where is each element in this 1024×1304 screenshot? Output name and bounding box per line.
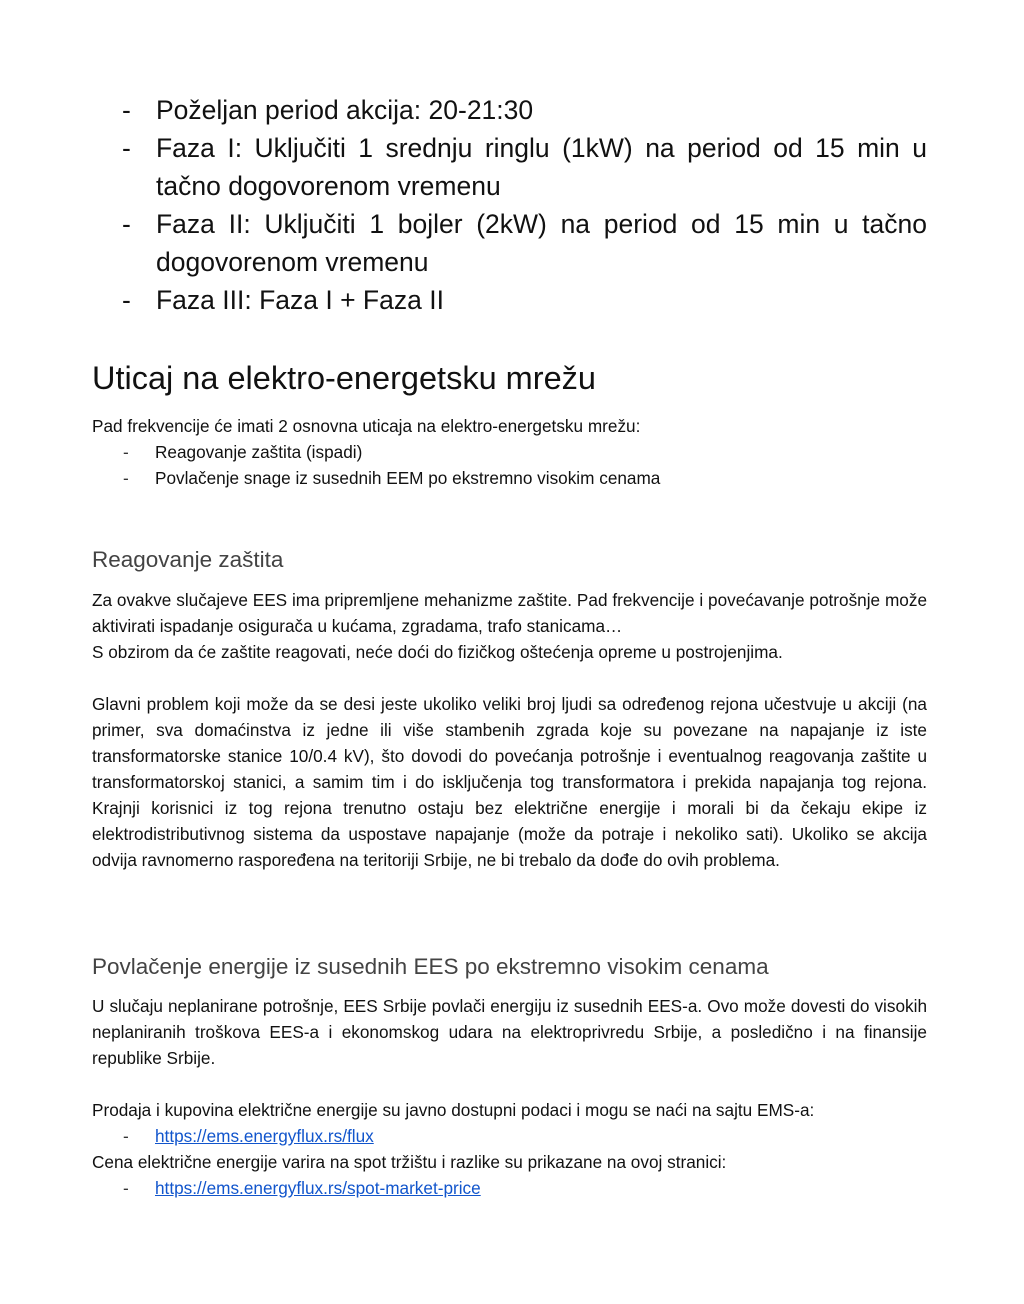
list-item: [92, 1123, 927, 1149]
bullet-dash: -: [122, 133, 131, 163]
bullet-dash: -: [122, 285, 131, 315]
list-item: [92, 439, 927, 465]
section-heading-protection: Reagovanje zaštita: [92, 547, 284, 572]
list-item-text: Faza III: Faza I + Faza II: [156, 285, 444, 315]
section-heading-energy: Povlačenje energije iz susednih EES po ekstremno visokim cenama: [92, 954, 769, 979]
list-item: [92, 91, 927, 129]
list-item: [92, 1175, 927, 1201]
bullet-dash: -: [123, 1126, 129, 1146]
bullet-dash: -: [123, 468, 129, 488]
impact-list: [92, 439, 927, 491]
list-item: [92, 129, 927, 205]
impact-section: [92, 413, 927, 491]
flux-link-list: [92, 1123, 927, 1149]
list-item-text: Faza II: Uključiti 1 bojler (2kW) na period od 15 min u tačno dogovorenom vremenu: [156, 209, 927, 277]
section-heading-impact: Uticaj na elektro-energetsku mrežu: [92, 360, 596, 396]
list-item-text: Povlačenje snage iz susednih EEM po ekstremno visokim cenama: [155, 468, 661, 488]
list-item: [92, 281, 927, 319]
energy-paragraph-1: U slučaju neplanirane potrošnje, EES Srbije povlači energiju iz susednih EES-a. Ovo može dovesti do visokih neplaniranih troškova EES-a i ekonomskog udara na elektroprivredu Srbije, a posledično i na finansije republike Srbije.: [92, 996, 927, 1068]
bullet-dash: -: [123, 1178, 129, 1198]
flux-link[interactable]: https://ems.energyflux.rs/flux: [155, 1126, 374, 1146]
protection-section: [92, 545, 927, 873]
protection-paragraph-2: Glavni problem koji može da se desi jeste ukoliko veliki broj ljudi sa određenog rejona učestvuje u akciji (na primer, sva domaćinstva iz jedne ili više stambenih zgrada koje su povezane na napajanje iz iste transformatorske stanice 10/0.4 kV), što dovodi do povećanja potrošnje i eventualnog reagovanja zaštite u transformatorskoj stanici, a samim tim i do isključenja tog transformatora i prekida napajanja tog rejona. Krajnji korisnici iz tog rejona trenutno ostaju bez električne energije i morali bi da čekaju ekipe iz elektrodistributivnog sistema da uspostave napajanje (može da potraje i nekoliko sati). Ukoliko se akcija odvija ravnomerno raspoređena na teritoriji Srbije, ne bi trebalo da dođe do ovih problema.: [92, 694, 927, 870]
energy-section: [92, 952, 927, 1201]
impact-intro: Pad frekvencije će imati 2 osnovna uticaja na elektro-energetsku mrežu:: [92, 416, 641, 436]
bullet-dash: -: [122, 95, 131, 125]
list-item-text: Reagovanje zaštita (ispadi): [155, 442, 363, 462]
spot-market-price-link[interactable]: https://ems.energyflux.rs/spot-market-price: [155, 1178, 481, 1198]
list-item-text: Poželjan period akcija: 20-21:30: [156, 95, 534, 125]
price-link-list: [92, 1175, 927, 1201]
action-phases-list: [92, 91, 927, 319]
list-item-text: Faza I: Uključiti 1 srednju ringlu (1kW) na period od 15 min u tačno dogovorenom vremenu: [156, 133, 927, 201]
protection-paragraph-1: Za ovakve slučajeve EES ima pripremljene mehanizme zaštite. Pad frekvencije i povećavanje potrošnje može aktivirati ispadanje osigurača u kućama, zgradama, trafo stanicama…: [92, 590, 927, 636]
bullet-dash: -: [123, 442, 129, 462]
price-intro: Cena električne energije varira na spot tržištu i razlike su prikazane na ovoj stranici:: [92, 1152, 727, 1172]
protection-paragraph-1-line-2: S obzirom da će zaštite reagovati, neće doći do fizičkog oštećenja opreme u postrojenjima.: [92, 642, 783, 662]
list-item: [92, 205, 927, 281]
flux-intro: Prodaja i kupovina električne energije su javno dostupni podaci i mogu se naći na sajtu EMS-a:: [92, 1100, 815, 1120]
list-item: [92, 465, 927, 491]
bullet-dash: -: [122, 209, 131, 239]
